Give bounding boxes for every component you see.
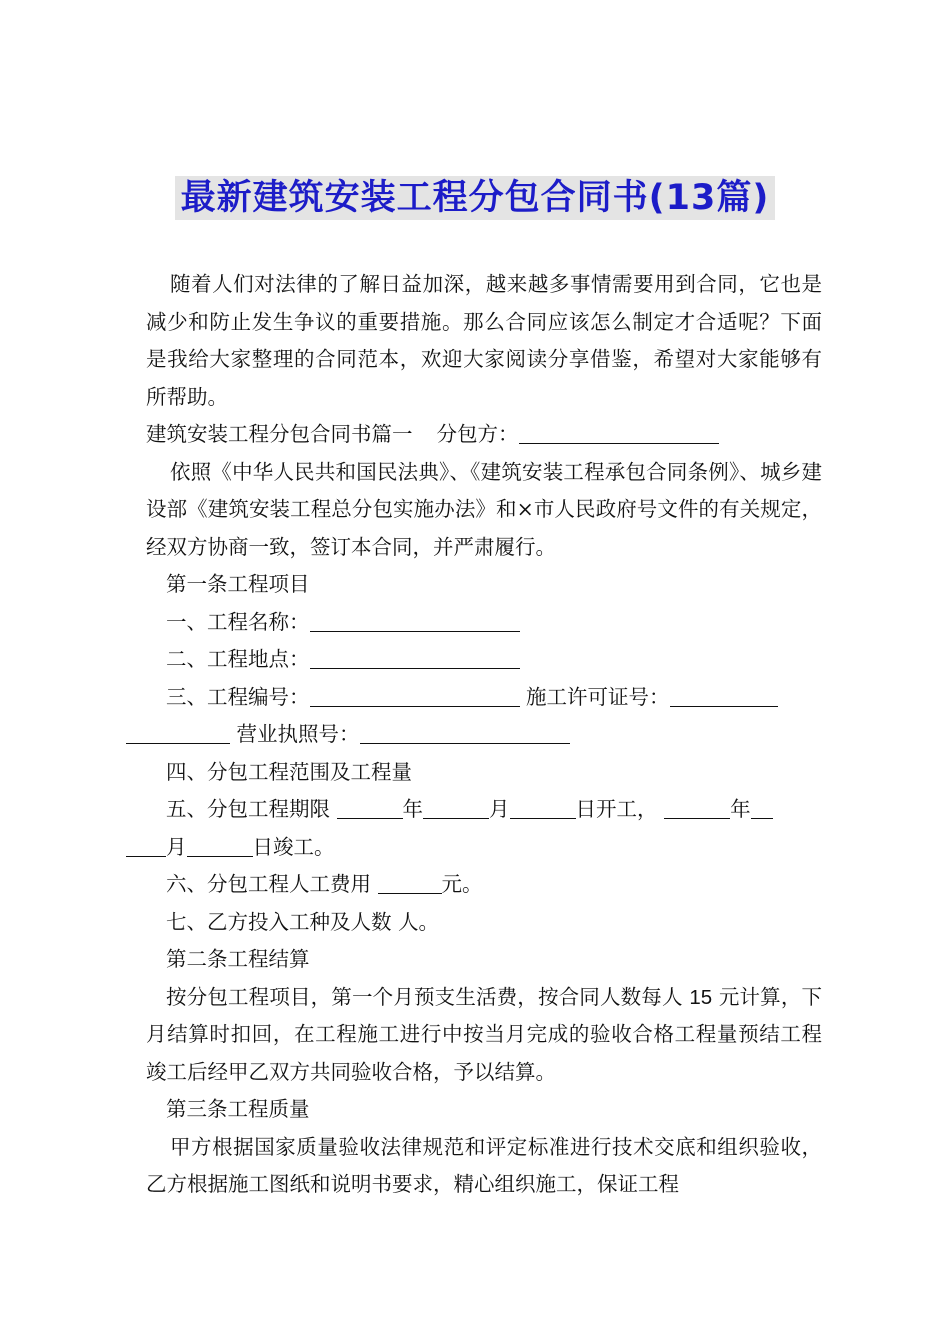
month-label: 月 xyxy=(489,797,510,821)
year-label: 年 xyxy=(402,797,424,821)
settlement-amount: 15 xyxy=(689,985,713,1009)
labor-cost-label: 六、分包工程人工费用 xyxy=(166,872,371,896)
settlement-text-b: 元计算，下月结算时扣回，在工程施工进行中按当月完成的验收合格工程量预结工程竣工后经甲乙双方共同验收合格，予以结算。 xyxy=(146,984,822,1084)
item-project-location xyxy=(146,641,822,679)
settlement-text-a: 按分包工程项目，第一个月预支生活费，按合同人数每人 xyxy=(166,984,683,1009)
project-name-blank xyxy=(310,609,520,632)
project-number-blank xyxy=(310,684,520,707)
document-body xyxy=(146,266,822,1204)
day-start-label: 日开工， xyxy=(575,797,658,821)
end-month-blank-a xyxy=(751,796,773,819)
section-heading-line xyxy=(146,416,822,454)
start-day-blank xyxy=(510,796,576,819)
year-label-2: 年 xyxy=(730,797,751,821)
quality-paragraph: 甲方根据国家质量验收法律规范和评定标准进行技术交底和组织验收，乙方根据施工图纸和说明书要求，精心组织施工，保证工程 xyxy=(146,1134,822,1196)
article-1-heading: 第一条工程项目 xyxy=(166,572,310,596)
item-period xyxy=(146,791,822,866)
project-number-label: 三、工程编号： xyxy=(166,684,310,709)
subcontractor-blank xyxy=(519,421,719,444)
basis-paragraph: 依照《中华人民共和国民法典》、《建筑安装工程承包合同条例》、城乡建设部《建筑安装工程总分包实施办法》和×市人民政府号文件的有关规定，经双方协商一致，签订本合同，并严肃履行。 xyxy=(146,459,822,559)
subcontractor-label: 分包方： xyxy=(436,422,519,446)
article-2-heading: 第二条工程结算 xyxy=(166,947,310,971)
labor-cost-blank xyxy=(378,871,442,894)
item-workers: 七、乙方投入工种及人数 人。 xyxy=(166,909,440,934)
license-label: 营业执照号： xyxy=(236,722,360,746)
end-month-blank-b xyxy=(126,834,166,857)
item-project-number xyxy=(146,679,822,754)
end-day-blank xyxy=(187,834,253,857)
permit-blank-b xyxy=(126,721,230,744)
start-month-blank xyxy=(423,796,489,819)
permit-label: 施工许可证号： xyxy=(526,684,670,709)
document-title: 最新建筑安装工程分包合同书(13篇) xyxy=(175,176,776,220)
article-3-heading: 第三条工程质量 xyxy=(166,1097,310,1121)
title-block xyxy=(0,176,950,220)
permit-blank-a xyxy=(670,684,778,707)
project-location-label: 二、工程地点： xyxy=(166,647,310,671)
settlement-paragraph xyxy=(146,979,822,1092)
day-end-label: 日竣工。 xyxy=(252,834,335,859)
period-label: 五、分包工程期限 xyxy=(166,797,330,821)
license-blank xyxy=(360,721,570,744)
item-scope: 四、分包工程范围及工程量 xyxy=(166,759,412,784)
intro-paragraph: 随着人们对法律的了解日益加深，越来越多事情需要用到合同，它也是减少和防止发生争议的重要措施。那么合同应该怎么制定才合适呢？下面是我给大家整理的合同范本，欢迎大家阅读分享借鉴，希望对大家能够有所帮助。 xyxy=(146,272,822,409)
yuan-label: 元。 xyxy=(441,872,483,896)
project-name-label: 一、工程名称： xyxy=(166,609,310,634)
item-labor-cost xyxy=(146,866,822,904)
section-heading: 建筑安装工程分包合同书篇一 xyxy=(146,422,413,446)
item-project-name xyxy=(146,604,822,642)
month-label-2: 月 xyxy=(166,834,187,859)
end-year-blank xyxy=(664,796,730,819)
start-year-blank xyxy=(337,796,403,819)
project-location-blank xyxy=(310,646,520,669)
